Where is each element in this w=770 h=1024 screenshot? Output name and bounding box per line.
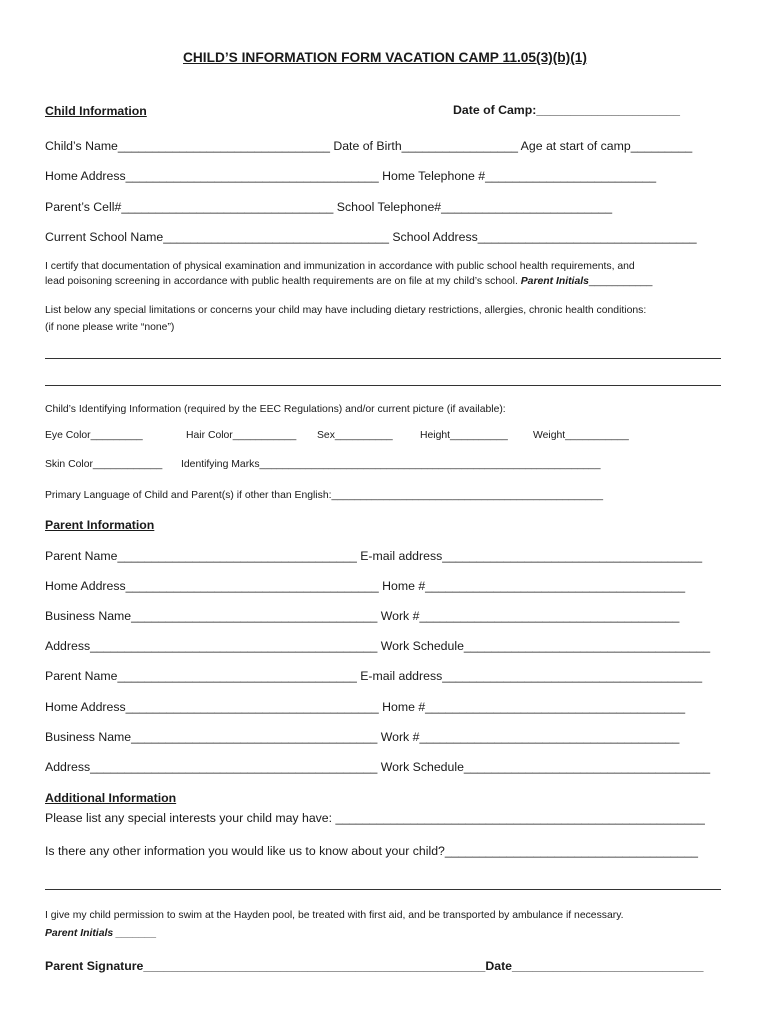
height-field[interactable]: Height__________	[420, 430, 508, 441]
identifying-marks-field[interactable]: Identifying Marks___________________________________________________________	[181, 459, 601, 470]
certify-text-line1: I certify that documentation of physical examination and immunization in accordance with public school health requirements, and	[45, 261, 635, 272]
other-info-answer-line[interactable]	[45, 889, 721, 890]
weight-field[interactable]: Weight___________	[533, 430, 629, 441]
limitations-text-line1: List below any special limitations or concerns your child may have including dietary restrictions, allergies, chronic health conditions:	[45, 305, 647, 316]
other-info-field[interactable]: Is there any other information you would like us to know about your child?_____________________________________	[45, 844, 698, 858]
parent2-name-email-line[interactable]: Parent Name___________________________________ E-mail address______________________________________	[45, 669, 703, 683]
certify-text-line2	[45, 274, 652, 290]
limitations-answer-line-2[interactable]	[45, 385, 721, 386]
child-name-dob-age-line[interactable]: Child’s Name_______________________________ Date of Birth_________________ Age at start of camp_________	[45, 139, 693, 153]
limitations-answer-line-1[interactable]	[45, 358, 721, 359]
certify-text: lead poisoning screening in accordance with public health requirements are on file at my child’s school.	[45, 276, 518, 287]
primary-language-field[interactable]: Primary Language of Child and Parent(s) if other than English:_______________________________________________	[45, 490, 604, 501]
parent-cell-school-phone-line[interactable]: Parent’s Cell#_______________________________ School Telephone#_________________________	[45, 200, 613, 214]
additional-info-heading: Additional Information	[45, 791, 177, 805]
swim-parent-initials-field[interactable]: Parent Initials _______	[45, 928, 157, 939]
swim-permission-text: I give my child permission to swim at the Hayden pool, be treated with first aid, and be transported by ambulance if necessary.	[45, 910, 624, 921]
date-field[interactable]: ____________________________	[512, 959, 704, 973]
parent1-business-name-line[interactable]: Business Name____________________________________ Work #______________________________________	[45, 609, 680, 623]
signature-line[interactable]	[45, 958, 704, 974]
hair-color-field[interactable]: Hair Color___________	[186, 430, 297, 441]
identifying-info-heading: Child’s Identifying Information (required by the EEC Regulations) and/or current picture (if available):	[45, 404, 506, 415]
limitations-text-line2: (if none please write “none”)	[45, 322, 175, 333]
parent2-address-schedule-line[interactable]: Address__________________________________________ Work Schedule____________________________________	[45, 760, 711, 774]
parent-info-heading: Parent Information	[45, 518, 155, 532]
eye-color-field[interactable]: Eye Color_________	[45, 430, 143, 441]
child-home-address-phone-line[interactable]: Home Address_____________________________________ Home Telephone #_________________________	[45, 169, 657, 183]
parent1-home-address-line[interactable]: Home Address_____________________________________ Home #______________________________________	[45, 579, 686, 593]
parent2-home-address-line[interactable]: Home Address_____________________________________ Home #______________________________________	[45, 700, 686, 714]
form-title: CHILD’S INFORMATION FORM VACATION CAMP 11.05(3)(b)(1)	[183, 50, 587, 65]
parent-initials-label: Parent Initials	[520, 276, 589, 287]
child-info-heading: Child Information	[45, 104, 147, 118]
date-of-camp-field[interactable]: Date of Camp:_____________________	[453, 103, 680, 117]
sex-field[interactable]: Sex__________	[317, 430, 393, 441]
parent1-name-email-line[interactable]: Parent Name___________________________________ E-mail address______________________________________	[45, 549, 703, 563]
signature-field[interactable]: __________________________________________________	[143, 959, 486, 973]
signature-label: Parent Signature	[45, 959, 144, 973]
date-label: Date	[485, 959, 513, 973]
parent1-address-schedule-line[interactable]: Address__________________________________________ Work Schedule____________________________________	[45, 639, 711, 653]
skin-color-field[interactable]: Skin Color____________	[45, 459, 163, 470]
parent-initials-field[interactable]: ___________	[588, 276, 653, 287]
parent2-business-name-line[interactable]: Business Name____________________________________ Work #______________________________________	[45, 730, 680, 744]
special-interests-field[interactable]: Please list any special interests your child may have: ______________________________________________________	[45, 811, 705, 825]
school-name-address-line[interactable]: Current School Name_________________________________ School Address________________________________	[45, 230, 697, 244]
